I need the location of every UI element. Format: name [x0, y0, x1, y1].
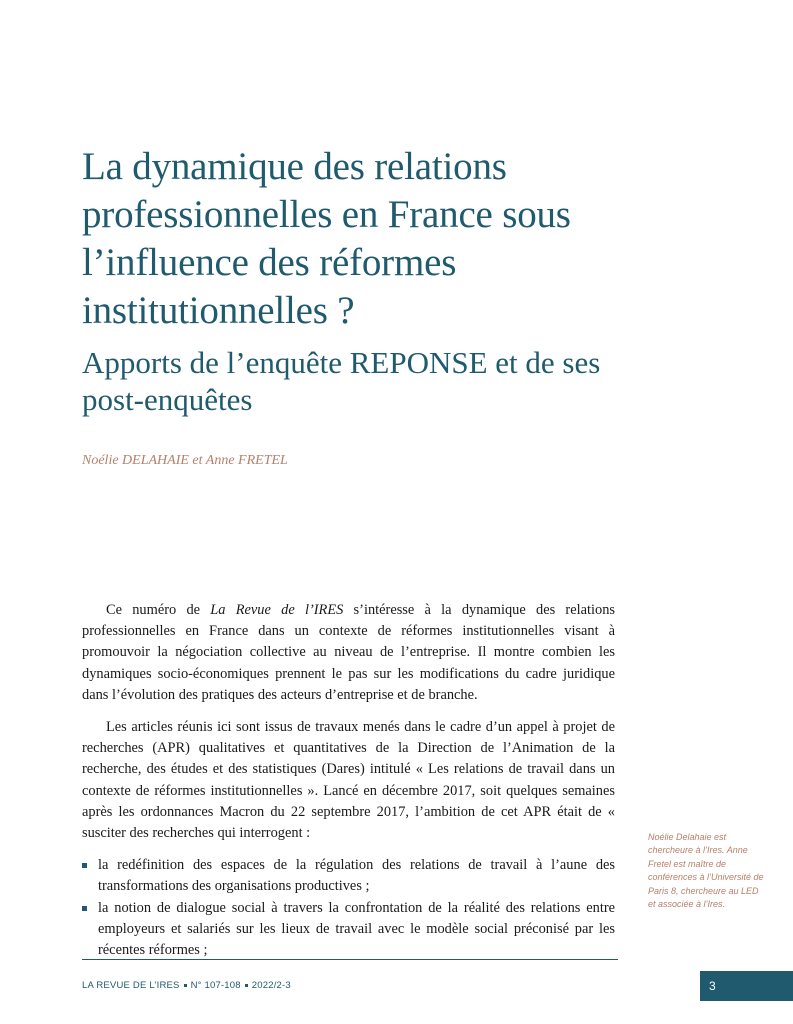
author-sidenote: Noélie Delahaie est chercheure à l’Ires. Anne Fretel est maître de conférences à l’Université de Paris 8, chercheure au LED et associée à l’Ires. [648, 832, 764, 910]
journal-name: La Revue de l’IRES [210, 602, 344, 618]
paragraph-1-rest: s’intéresse à la dynamique des relations professionnelles en France dans un contexte de réformes institutionnelles visant à promouvoir la négociation collective au niveau de l’entreprise. Il montre combien les dynamiques socio-économiques prennent le pas sur les modifications du cadre juridique dans l’évolution des pratiques des acteurs d’entreprise et de branche. [82, 602, 615, 703]
square-bullet-icon [82, 863, 87, 868]
footer-journal: LA REVUE DE L’IRES [82, 980, 180, 991]
list-item [82, 855, 615, 897]
page-number: 3 [700, 971, 793, 1001]
list-item [82, 898, 615, 962]
footer-divider [82, 959, 618, 960]
footer [82, 980, 291, 991]
paragraph-1 [82, 600, 615, 706]
authors: Noélie DELAHAIE et Anne FRETEL [82, 453, 288, 468]
paragraph-1-lead: Ce numéro de [106, 602, 211, 618]
list-item-text: la notion de dialogue social à travers la confrontation de la réalité des relations entre employeurs et salariés sur les lieux de travail avec le modèle social préconisé par les récentes réformes ; [98, 899, 615, 959]
article-body [82, 600, 615, 961]
square-bullet-icon [82, 906, 87, 911]
separator-icon [245, 984, 248, 987]
list-item-text: la redéfinition des espaces de la régulation des relations de travail à l’aune des transformations des organisations productives ; [98, 857, 615, 895]
article-title: La dynamique des relations professionnelles en France sous l’influence des réformes institutionnelles ? [82, 145, 571, 332]
paragraph-2: Les articles réunis ici sont issus de travaux menés dans le cadre d’un appel à projet de recherches (APR) qualitatives et quantitatives de la Direction de l’Animation de la recherche, des études et des statistiques (Dares) intitulé « Les relations de travail dans un contexte de réformes institutionnelles ». Lancé en décembre 2017, soit quelques semaines après les ordonnances Macron du 22 septembre 2017, l’ambition de cet APR était de « susciter des recherches qui interrogent : [82, 719, 615, 842]
article-subtitle: Apports de l’enquête REPONSE et de ses post-enquêtes [82, 345, 601, 417]
footer-year: 2022/2-3 [251, 980, 291, 991]
bullet-list [82, 855, 615, 961]
separator-icon [184, 984, 187, 987]
footer-issue: N° 107-108 [190, 980, 241, 991]
